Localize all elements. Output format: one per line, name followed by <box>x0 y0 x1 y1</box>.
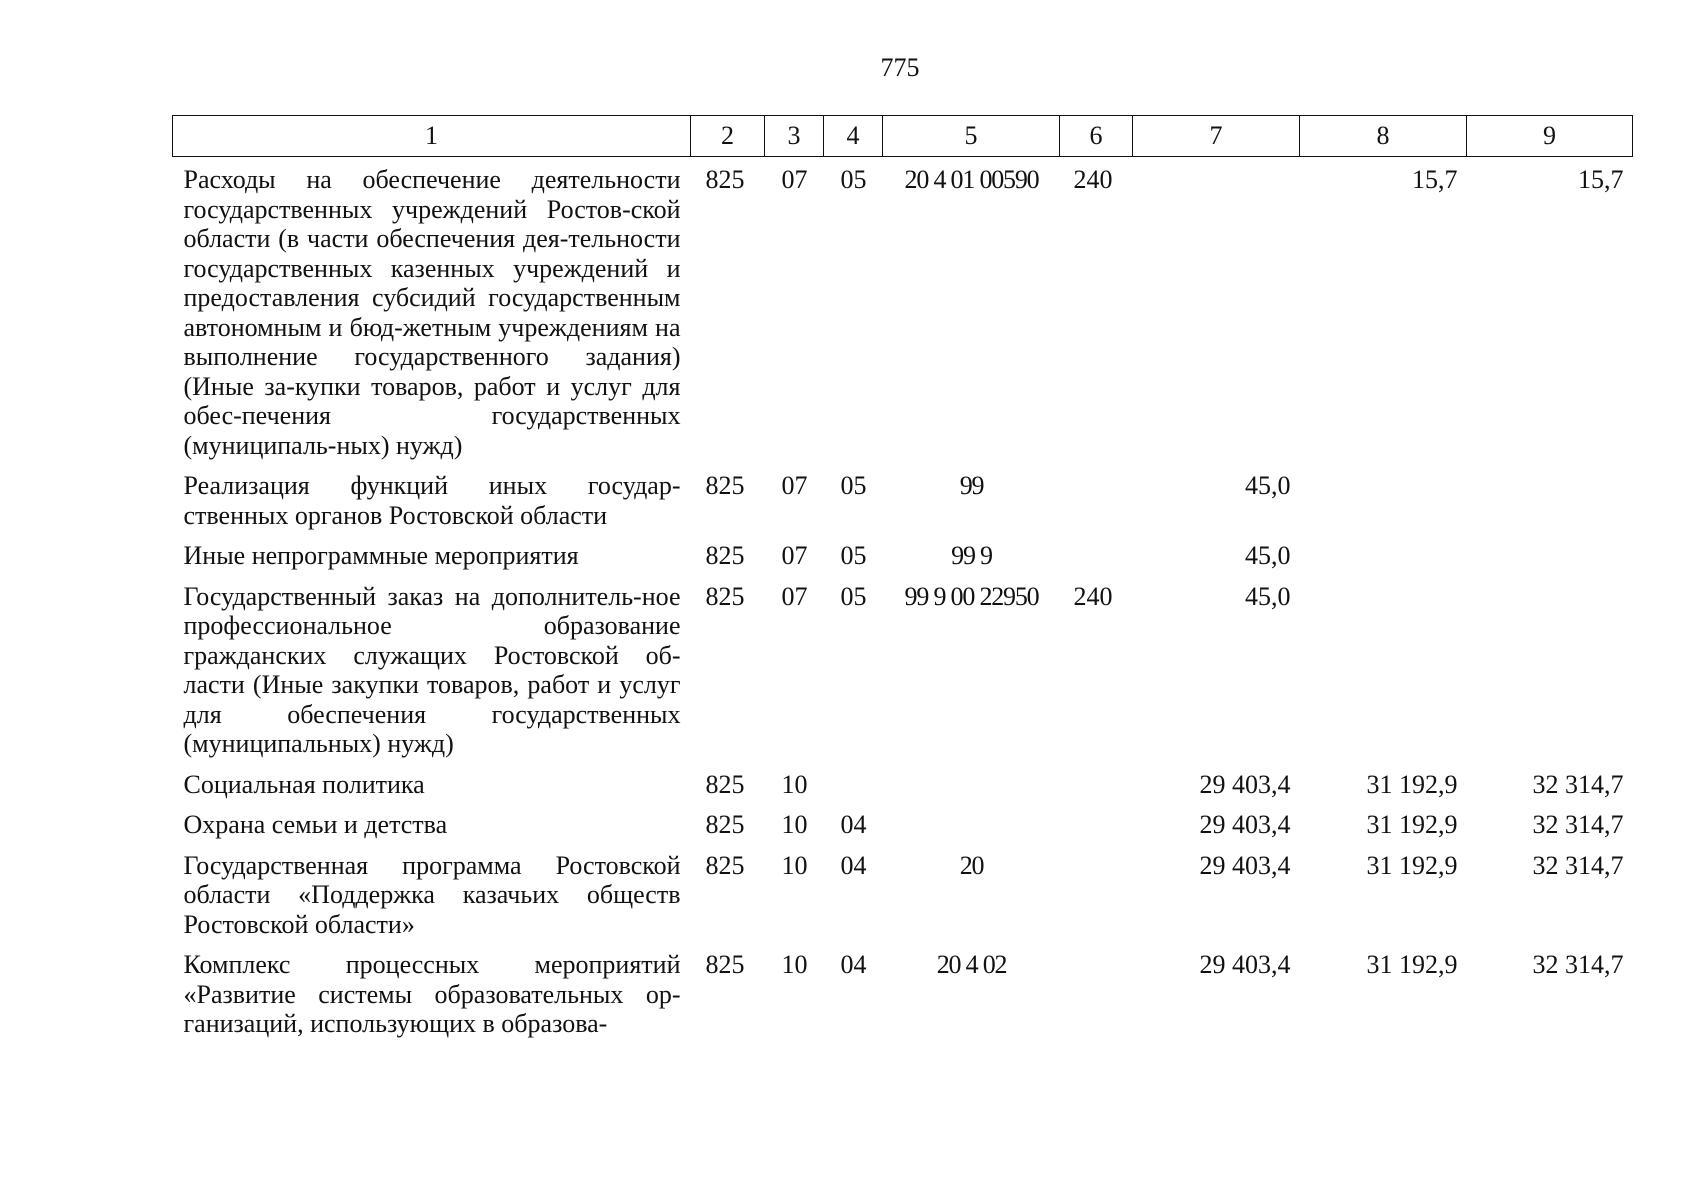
cell-col-9: 32 314,7 <box>1532 950 1624 979</box>
row-name: Иные непрограммные мероприятия <box>183 541 579 570</box>
table-header <box>173 116 1633 157</box>
cell-col-3: 07 <box>781 165 808 194</box>
cell-col-7: 29 403,4 <box>1199 810 1291 839</box>
header-col-4: 4 <box>824 116 883 157</box>
row-name: Государственный заказ на дополнитель-ное профессиональное образование гражданских служащих Ростовской об-ласти (Иные закупки товаров, работ и услуг для обеспечения государственных (муниципальных) нужд) <box>183 581 681 758</box>
cell-col-6 <box>1060 467 1133 537</box>
cell-col-6 <box>1060 537 1133 578</box>
cell-col-7: 29 403,4 <box>1199 950 1291 979</box>
cell-col-8: 31 192,9 <box>1366 850 1458 880</box>
row-name: Охрана семьи и детства <box>183 810 448 839</box>
cell-col-7: 45,0 <box>1245 471 1291 500</box>
row-name: Социальная политика <box>183 769 425 799</box>
cell-col-8: 31 192,9 <box>1366 950 1458 979</box>
table-body <box>173 157 1633 1046</box>
cell-col-4: 05 <box>840 541 867 570</box>
cell-col-4: 04 <box>840 850 867 880</box>
cell-col-2: 825 <box>705 471 745 500</box>
cell-col-7: 29 403,4 <box>1199 769 1291 799</box>
table-row <box>173 946 1633 1046</box>
cell-col-3: 07 <box>781 581 808 611</box>
cell-col-5 <box>883 806 1060 847</box>
header-col-8: 8 <box>1300 116 1467 157</box>
cell-col-3: 07 <box>781 541 808 570</box>
cell-col-6 <box>1060 946 1133 1046</box>
cell-col-3: 10 <box>781 950 808 979</box>
cell-col-4: 04 <box>840 950 867 979</box>
header-col-1: 1 <box>173 116 691 157</box>
row-name: Реализация функций иных государ-ственных органов Ростовской области <box>183 471 681 530</box>
header-col-5: 5 <box>883 116 1060 157</box>
table-row <box>173 766 1633 807</box>
cell-col-6: 240 <box>1073 165 1113 194</box>
cell-col-2: 825 <box>705 165 745 194</box>
header-col-7: 7 <box>1133 116 1300 157</box>
cell-col-8 <box>1300 467 1467 537</box>
cell-col-8 <box>1300 578 1467 766</box>
cell-col-4: 04 <box>840 810 867 839</box>
header-row <box>173 116 1633 157</box>
cell-col-7: 29 403,4 <box>1199 850 1291 880</box>
cell-col-7: 45,0 <box>1245 581 1291 611</box>
cell-col-3: 10 <box>781 810 808 839</box>
table-row <box>173 847 1633 947</box>
cell-col-9 <box>1467 537 1633 578</box>
cell-col-4: 05 <box>840 581 867 611</box>
cell-col-9: 15,7 <box>1578 165 1624 194</box>
cell-col-6 <box>1060 766 1133 807</box>
cell-col-9: 32 314,7 <box>1532 769 1624 799</box>
header-col-9: 9 <box>1467 116 1633 157</box>
row-name: Расходы на обеспечение деятельности государственных учреждений Ростов-ской области (в части обеспечения дея-тельности государственных казенных учреждений и предоставления субсидий государственным автономным и бюд-жетным учреждениям на выполнение государственного задания) (Иные за-купки товаров, работ и услуг для обес-печения государственных (муниципаль-ных) нужд) <box>183 165 681 460</box>
cell-col-4 <box>824 766 883 807</box>
cell-col-7 <box>1133 157 1300 468</box>
cell-col-2: 825 <box>705 950 745 979</box>
budget-table <box>172 115 1633 1046</box>
cell-col-8 <box>1300 537 1467 578</box>
cell-col-6: 240 <box>1073 581 1113 611</box>
cell-col-5: 20 4 02 <box>936 950 1007 979</box>
cell-col-5: 99 9 00 22950 <box>904 581 1039 611</box>
cell-col-4: 05 <box>840 165 867 194</box>
cell-col-3: 10 <box>781 769 808 799</box>
header-col-6: 6 <box>1060 116 1133 157</box>
cell-col-5: 99 <box>959 471 984 500</box>
cell-col-6 <box>1060 806 1133 847</box>
table-row <box>173 537 1633 578</box>
cell-col-2: 825 <box>705 810 745 839</box>
table-row <box>173 157 1633 468</box>
cell-col-2: 825 <box>705 541 745 570</box>
cell-col-9 <box>1467 578 1633 766</box>
cell-col-8: 15,7 <box>1412 165 1458 194</box>
cell-col-4: 05 <box>840 471 867 500</box>
table-row <box>173 806 1633 847</box>
cell-col-2: 825 <box>705 769 745 799</box>
cell-col-5: 99 9 <box>951 541 992 570</box>
page-number: 775 <box>880 53 920 82</box>
cell-col-5: 20 4 01 00590 <box>904 165 1039 194</box>
cell-col-8: 31 192,9 <box>1366 769 1458 799</box>
header-col-3: 3 <box>765 116 824 157</box>
cell-col-9 <box>1467 467 1633 537</box>
cell-col-7: 45,0 <box>1245 541 1291 570</box>
row-name: Государственная программа Ростовской области «Поддержка казачьих обществ Ростовской области» <box>183 850 681 939</box>
cell-col-3: 10 <box>781 850 808 880</box>
row-name: Комплекс процессных мероприятий «Развитие системы образовательных ор-ганизаций, использующих в образова- <box>183 950 681 1038</box>
cell-col-9: 32 314,7 <box>1532 850 1624 880</box>
cell-col-3: 07 <box>781 471 808 500</box>
cell-col-6 <box>1060 847 1133 947</box>
table-row <box>173 467 1633 537</box>
cell-col-2: 825 <box>705 581 745 611</box>
cell-col-5 <box>883 766 1060 807</box>
cell-col-8: 31 192,9 <box>1366 810 1458 839</box>
cell-col-9: 32 314,7 <box>1532 810 1624 839</box>
cell-col-2: 825 <box>705 850 745 880</box>
table-row <box>173 578 1633 766</box>
header-col-2: 2 <box>691 116 765 157</box>
cell-col-5: 20 <box>959 850 984 880</box>
